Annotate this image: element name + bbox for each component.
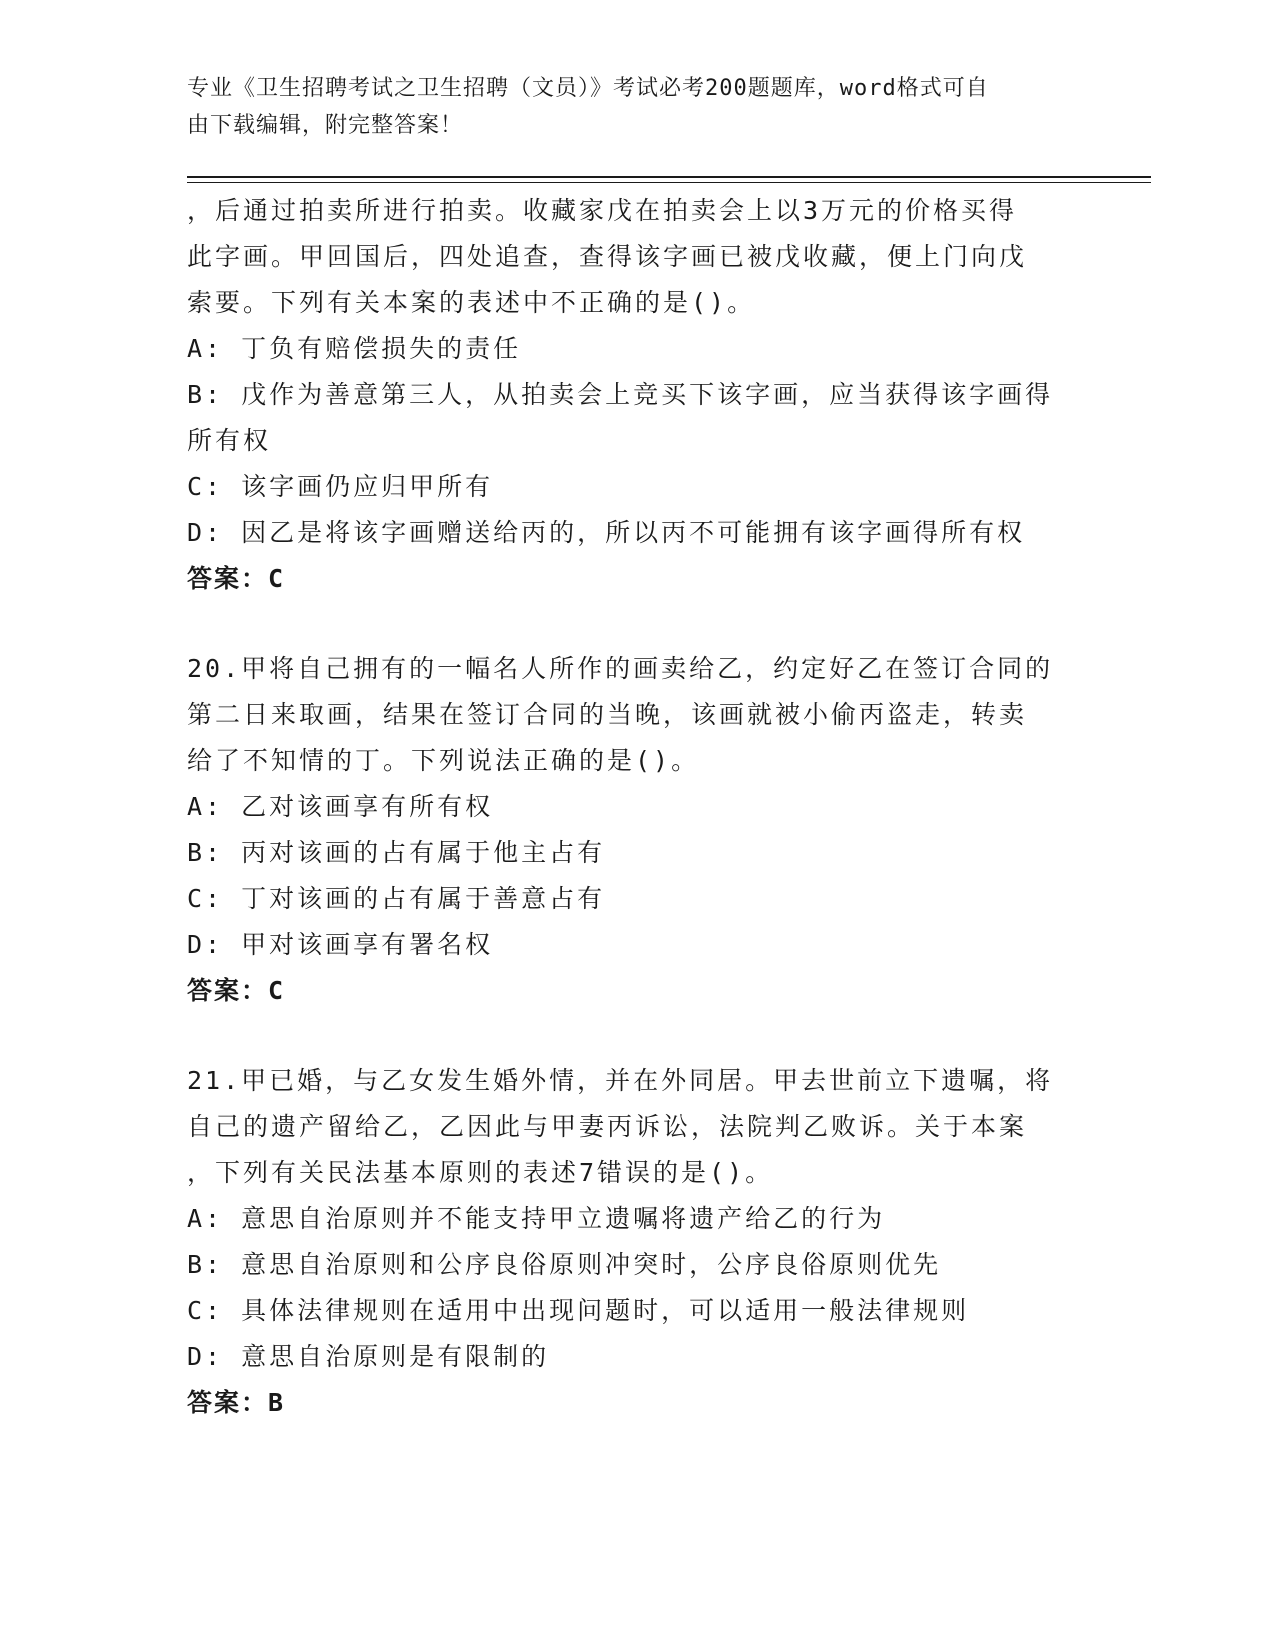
option-a: A: 丁负有赔偿损失的责任 [187, 334, 522, 363]
spacer [187, 602, 1087, 646]
answer-line: 答案：C [187, 976, 286, 1005]
option-b: B: 丙对该画的占有属于他主占有 [187, 838, 606, 867]
option-b: B: 戊作为善意第三人，从拍卖会上竞买下该字画，应当获得该字画得 [187, 380, 1054, 409]
option-c: C: 具体法律规则在适用中出现问题时，可以适用一般法律规则 [187, 1296, 970, 1325]
page-header [187, 70, 1087, 144]
header-divider-thin [187, 182, 1151, 183]
option-a: A: 乙对该画享有所有权 [187, 792, 494, 821]
question-text-line: 给了不知情的丁。下列说法正确的是()。 [187, 746, 700, 775]
spacer [187, 1014, 1087, 1058]
question-block-prev [187, 188, 1087, 602]
option-d: D: 因乙是将该字画赠送给丙的，所以丙不可能拥有该字画得所有权 [187, 518, 1026, 547]
question-text-line: 20.甲将自己拥有的一幅名人所作的画卖给乙，约定好乙在签订合同的 [187, 654, 1054, 683]
option-d: D: 甲对该画享有署名权 [187, 930, 494, 959]
answer-line: 答案：B [187, 1388, 286, 1417]
option-b-continued: 所有权 [187, 426, 272, 455]
question-text-line: 21.甲已婚，与乙女发生婚外情，并在外同居。甲去世前立下遗嘱，将 [187, 1066, 1054, 1095]
question-text-line: ，下列有关民法基本原则的表述7错误的是()。 [187, 1158, 774, 1187]
header-line-1: 专业《卫生招聘考试之卫生招聘（文员）》考试必考200题题库，word格式可自 [187, 76, 989, 101]
question-text-line: 此字画。甲回国后，四处追查，查得该字画已被戊收藏，便上门向戊 [187, 242, 1028, 271]
option-c: C: 丁对该画的占有属于善意占有 [187, 884, 606, 913]
question-block-21 [187, 1058, 1087, 1426]
document-body [187, 188, 1087, 1426]
option-d: D: 意思自治原则是有限制的 [187, 1342, 550, 1371]
question-text-line: 索要。下列有关本案的表述中不正确的是()。 [187, 288, 756, 317]
option-a: A: 意思自治原则并不能支持甲立遗嘱将遗产给乙的行为 [187, 1204, 886, 1233]
answer-line: 答案：C [187, 564, 286, 593]
option-c: C: 该字画仍应归甲所有 [187, 472, 494, 501]
header-line-2: 由下载编辑，附完整答案！ [187, 113, 464, 138]
question-text-line: 第二日来取画，结果在签订合同的当晚，该画就被小偷丙盗走，转卖 [187, 700, 1028, 729]
question-block-20 [187, 646, 1087, 1014]
question-text-line: 自己的遗产留给乙，乙因此与甲妻丙诉讼，法院判乙败诉。关于本案 [187, 1112, 1028, 1141]
option-b: B: 意思自治原则和公序良俗原则冲突时，公序良俗原则优先 [187, 1250, 942, 1279]
question-text-line: ，后通过拍卖所进行拍卖。收藏家戊在拍卖会上以3万元的价格买得 [187, 196, 1018, 225]
header-divider-thick [187, 176, 1151, 178]
